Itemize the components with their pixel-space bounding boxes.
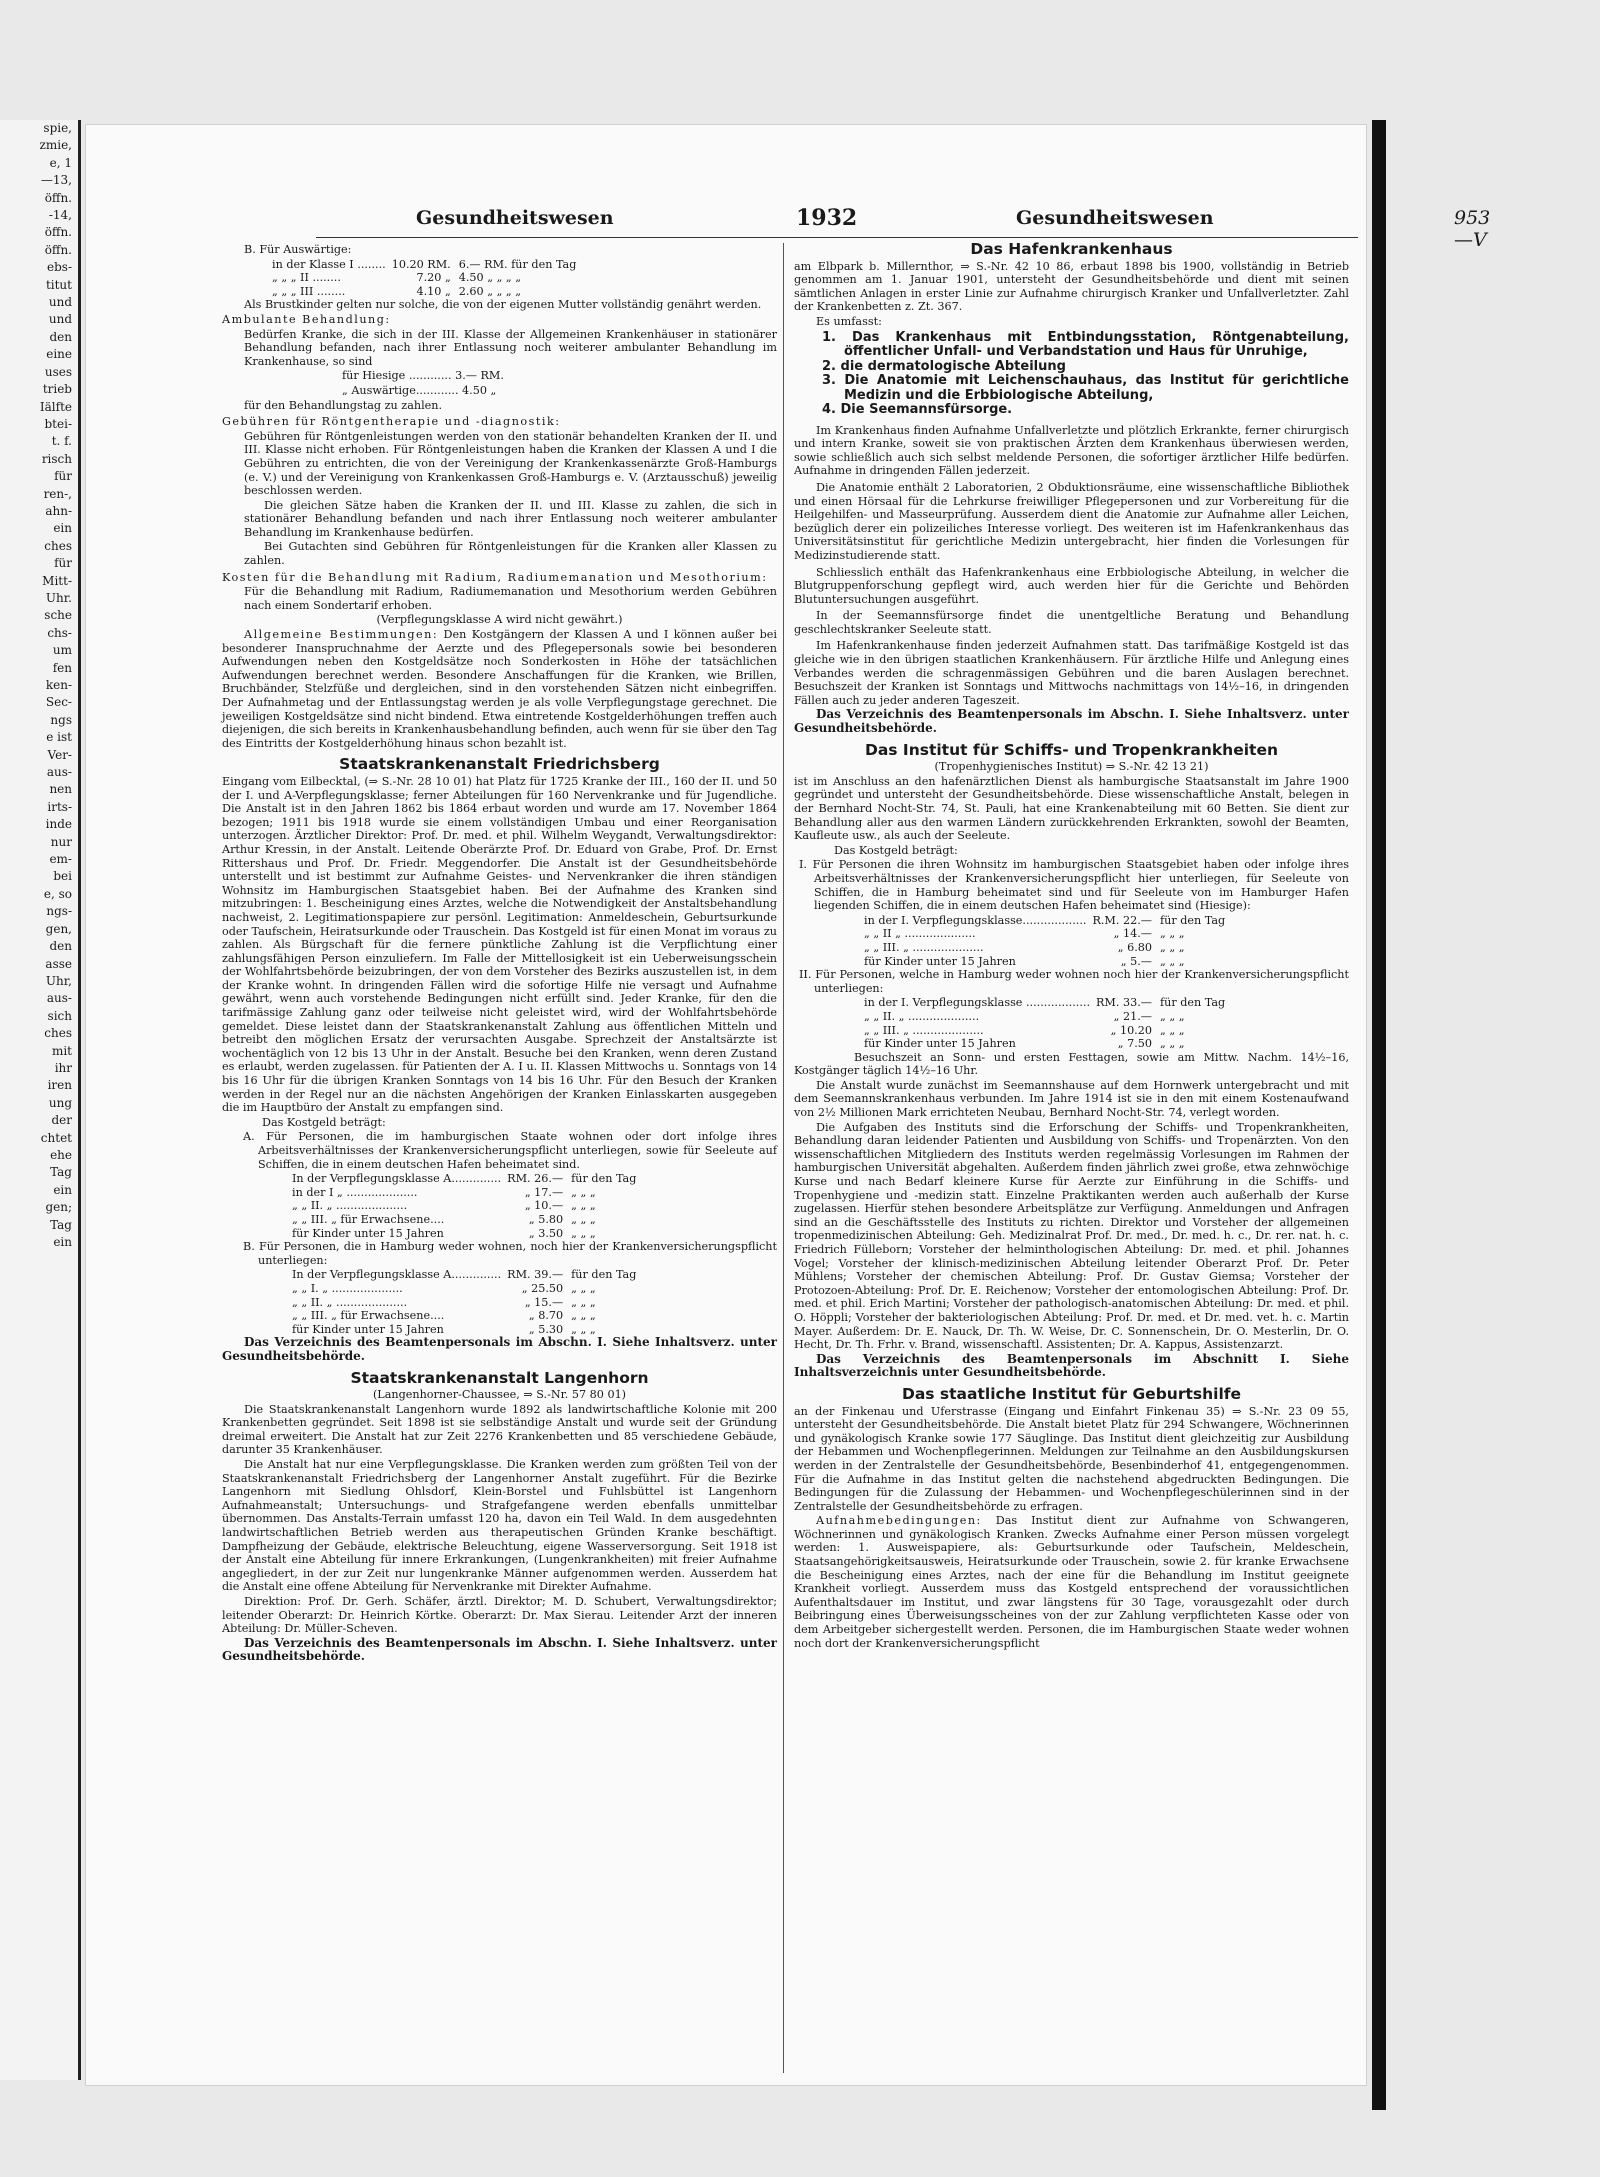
fee-row	[864, 996, 1231, 1010]
prev-page-fragment: e, so	[43, 886, 72, 901]
hafen-list-item: 3. Die Anatomie mit Leichenschauhaus, das Institut für gerichtliche Medizin und die Erbbiologische Abteilung,	[822, 373, 1349, 403]
fee-tail: „ „ „	[1159, 954, 1185, 968]
ambulant-hiesige: für Hiesige ............ 3.— RM.	[342, 369, 504, 383]
fee-tail: „ „ „	[571, 1199, 596, 1213]
left-column	[222, 243, 777, 1665]
prev-page-fragment: eine	[46, 347, 72, 362]
verpflegungsklasse-note: (Verpflegungsklasse A wird nicht gewährt.)	[376, 613, 623, 627]
fee-amount: „ 6.80	[1117, 940, 1152, 954]
friedrichsberg-a-table	[292, 1172, 642, 1240]
prev-page-fragment: ein	[53, 521, 72, 536]
fee-amount: „ 7.50	[1117, 1037, 1152, 1051]
prev-page-fragment: nur	[50, 834, 72, 849]
prev-page-fragment: iren	[47, 1078, 72, 1093]
fee-tail: für den Tag	[571, 1172, 637, 1186]
fee-tail: für den Tag	[571, 1268, 637, 1282]
fee-row	[292, 1213, 642, 1227]
roentgen-p3: Bei Gutachten sind Gebühren für Röntgenleistungen für die Kranken aller Klassen zu zahlen.	[244, 540, 777, 568]
fee-tail: „ „ „	[1159, 1037, 1185, 1051]
fee-label: in der I „ ....................	[292, 1185, 418, 1199]
fee-amount: 7.20 „	[416, 271, 451, 285]
fee-amount: 4.10 „	[416, 284, 451, 298]
fee-amount: „ 5.30	[528, 1322, 564, 1336]
prev-page-fragment: e ist	[46, 730, 72, 745]
fee-amount: RM. 39.—	[507, 1268, 564, 1282]
hafen-p5: In der Seemannsfürsorge findet die unentgeltliche Beratung und Behandlung geschlechtskranker Seeleute statt.	[794, 609, 1349, 636]
langenhorn-title: Staatskrankenanstalt Langenhorn	[350, 1368, 649, 1387]
fee-amount: „ 15.—	[524, 1295, 564, 1309]
fee-row	[272, 285, 582, 299]
fee-amount: „ 14.—	[1113, 927, 1152, 941]
fee-tail: „ „ „	[1159, 927, 1185, 941]
prev-page-fragment: und	[48, 312, 72, 327]
prev-page-fragment: ches	[44, 538, 72, 553]
prev-page-fragment: Sec-	[45, 695, 72, 710]
hafen-verzeichnis: Das Verzeichnis des Beamtenpersonals im Abschn. I. Siehe Inhaltsverz. unter Gesundheitsbehörde.	[794, 707, 1349, 736]
fee-tail: für den Tag	[1159, 996, 1226, 1010]
fee-row	[292, 1296, 642, 1310]
prev-page-fragment: ken-	[45, 678, 72, 692]
prev-page-fragment: e, 1	[49, 155, 72, 170]
fee-tail: „ „ „	[571, 1281, 596, 1295]
fee-row	[272, 258, 582, 272]
fee-amount: 10.20 RM.	[391, 257, 451, 271]
header-year: 1932	[796, 205, 858, 231]
prev-page-fragment: asse	[45, 956, 72, 971]
prev-page-fragment: Mitt-	[42, 573, 72, 588]
right-column	[794, 240, 1349, 1651]
hafen-p3: Die Anatomie enthält 2 Laboratorien, 2 Obduktionsräume, eine wissenschaftliche Bibliothek und einen Hörsaal für die Lehrkurse freiwilliger Pflegepersonen und zur Vorbereitung für die Heilgehilfen- und Masseurprüfung. Ausserdem dient die Anatomie zur Aufnahme aller Leichen, bezüglich derer ein polizeiliches Interesse vorliegt. Des weiteren ist im Hafenkrankenhaus das Universitätsinstitut für gerichtliche Medizin untergebracht, hier finden die Vorlesungen für Medizinstudierende statt.	[794, 480, 1349, 562]
fee-label: in der Klasse I ........	[272, 257, 386, 271]
geburtshilfe-aufnahme	[794, 1514, 1349, 1650]
tropen-ii-table	[864, 996, 1231, 1050]
prev-page-fragment: zmie,	[39, 138, 72, 153]
prev-page-fragment: für	[54, 556, 72, 571]
aufnahme-title: Aufnahmebedingungen:	[816, 1514, 982, 1528]
prev-page-fragment: btei-	[44, 416, 72, 431]
prev-page-fragment: uses	[44, 364, 72, 379]
ambulant-auswaertige: „ Auswärtige............ 4.50 „	[342, 383, 497, 397]
langenhorn-verzeichnis: Das Verzeichnis des Beamtenpersonals im Abschn. I. Siehe Inhaltsverz. unter Gesundheitsbehörde.	[222, 1635, 777, 1664]
friedrichsberg-text: Eingang vom Eilbecktal, (⇒ S.-Nr. 28 10 01) hat Platz für 1725 Kranke der III., 160 der II. und 50 der I. und A-Verpflegungsklasse; ferner Abteilungen für 160 Nervenkranke und für Jugendliche. Die Anstalt ist in den Jahren 1862 bis 1864 erbaut worden und wurde am 17. November 1864 bezogen; 1911 bis 1918 wurde sie einem vollständigen Umbau und einer Reorganisation unterzogen. Ärztlicher Direktor: Prof. Dr. med. et phil. Wilhelm Weygandt, Verwaltungsdirektor: Arthur Kressin, in der Anstalt. Leitende Oberärzte Prof. Dr. Eduard von Grabe, Prof. Dr. Ernst Rittershaus und Prof. Dr. Friedr. Meggendorfer. Die Anstalt ist der Gesundheitsbehörde unterstellt und ist bestimmt zur Aufnahme Geistes- und Nervenkranker die ihren ständigen Wohnsitz im Hamburgischen Staatsgebiet haben. Bei der Aufnahme des Kranken sind mitzubringen: 1. Bescheinigung eines Arztes, welche die Notwendigkeit der Anstaltsbehandlung nachweist, 2. Legitimationspapiere zur persönl. Legitimation: Anmeldeschein, Geburtsurkunde oder Taufschein, Heiratsurkunde oder Trauschein. Das Kostgeld ist für einen Monat im voraus zu zahlen. Als Bürgschaft für die fernere pünktliche Zahlung ist die Verpflichtung einer zahlungsfähigen Person einzuliefern. Im Falle der Mittellosigkeit ist ein Ueberweisungsschein der Wohlfahrtsbehörde beizubringen, der von dem Vorsteher des Bezirks auszustellen ist, in dem der Kranke wohnt. In dringenden Fällen wird die sofortige Hilfe nie versagt und Aufnahme gewährt, wenn auch vorstehende Bedingungen nicht erfüllt sind. Jeder Kranke, für den die tarifmässige Zahlung ganz oder teilweise nicht geleistet wird, wird der Wohlfahrtsbehörde gemeldet. Diese leistet dann der Staatskrankenanstalt Zahlung aus öffentlichen Mitteln und betreibt den möglichen Ersatz der verursachten Ausgabe. Sprechzeit der Anstaltsärzte ist wochentäglich von 12 bis 13 Uhr in der Anstalt. Besuche bei den Kranken, wenn deren Zustand es erlaubt, werden zugelassen. für Patienten der A. I u. II. Klassen Mittwochs u. Sonntags von 14 bis 16 Uhr für die übrigen Kranken Sonntags von 14 bis 16 Uhr. Für den Besuch der Kranken werden in der Regel nur an die nächsten Angehörigen der Kranken Einlasskarten ausgegeben die im Hauptbüro der Anstalt zu empfangen sind.	[222, 774, 777, 1115]
column-divider	[783, 243, 784, 2073]
friedrichsberg-b-table	[292, 1268, 642, 1336]
langenhorn-p3: Direktion: Prof. Dr. Gerh. Schäfer, ärztl. Direktor; M. D. Schubert, Verwaltungsdirektor; leitender Oberarzt: Dr. Heinrich Körtke. Oberarzt: Dr. Max Sierau. Leitender Arzt der inneren Abteilung: Dr. Müller-Scheven.	[222, 1595, 777, 1636]
prev-page-fragment: sche	[44, 608, 72, 623]
fee-row	[864, 914, 1231, 928]
fee-extra: 2.60 „ „ „ „	[458, 284, 522, 298]
fee-tail: „ „ „	[1159, 1009, 1185, 1023]
roentgen-p2: Die gleichen Sätze haben die Kranken der II. und III. Klasse zu zahlen, die sich in stationärer Behandlung befanden und nach ihrer Entlassung noch weiterer ambulanter Behandlung im Krankenhause bedürfen.	[244, 498, 777, 539]
fee-label: „ „ I. „ ....................	[292, 1281, 403, 1295]
fee-row	[292, 1172, 642, 1186]
prev-page-fragment: fen	[52, 660, 72, 675]
fee-row	[864, 927, 1231, 941]
prev-page-fragment: und	[48, 295, 72, 310]
fee-tail: „ „ „	[571, 1212, 596, 1226]
fee-amount: R.M. 22.—	[1092, 913, 1152, 927]
prev-page-fragment: Tag	[50, 1165, 72, 1180]
header-right-title: Gesundheitswesen	[1016, 207, 1214, 229]
fee-label: für Kinder unter 15 Jahren	[864, 954, 1016, 968]
prev-page-fragment: chtet	[40, 1130, 72, 1145]
roentgen-p1: Gebühren für Röntgenleistungen werden von den stationär behandelten Kranken der II. und III. Klasse nicht erhoben. Für Röntgenleistungen haben die Kranken der Klassen A und I die Gebühren zu entrichten, die von der Vereinigung der Krankenkassenärzte Groß-Hamburgs (e. V.) und der Vereinigung von Krankenkassen Groß-Hamburgs e. V. (Arztausschuß) jeweilig beschlossen werden.	[244, 429, 777, 498]
geburtshilfe-p1: an der Finkenau und Uferstrasse (Eingang und Einfahrt Finkenau 35) ⇒ S.-Nr. 23 09 55, untersteht der Gesundheitsbehörde. Die Anstalt bietet Platz für 294 Schwangere, Wöchnerinnen und gynäkologisch Kranke sowie 177 Säuglinge. Das Institut dient gleichzeitig zur Ausbildung der Hebammen und Wochenpflegerinnen. Meldungen zur Teilnahme an den Ausbildungskursen werden in der Zentralstelle der Gesundheitsbehörde, Besenbinderhof 41, entgegengenommen. Für die Aufnahme in das Institut gelten die nachstehend abgedruckten Bedingungen. Die Bedingungen für die Zulassung der Hebammen- und Wochenpflegeschülerinnen sind in der Zentralstelle der Gesundheitsbehörde zu erfragen.	[794, 1404, 1349, 1513]
prev-page-fragment: mit	[51, 1043, 72, 1058]
prev-page-fragment: für	[54, 469, 72, 484]
tropen-i-table	[864, 914, 1231, 968]
prev-page-fragment: Uhr,	[45, 973, 72, 988]
hafen-list-item: 4. Die Seemannsfürsorge.	[822, 402, 1013, 418]
aufnahme-text: Das Institut dient zur Aufnahme von Schwangeren, Wöchnerinnen und gynäkologisch Kranken. Zwecks Aufnahme einer Person müssen vorgelegt werden: 1. Ausweispapiere, als: Geburtsurkunde oder Taufschein, Meldeschein, Staatsangehörigkeitsausweis, Heiratsurkunde oder Trauschein, sowie 2. für kranke Erwachsene die Bescheinigung eines Arztes, nach der eine für die Behandlung im Institut geeignete Krankheit vorliegt. Ausserdem muss das Kostgeld entsprechend der voraussichtlichen Aufenthaltsdauer im Institut, und zwar längstens für 30 Tage, vorausgezahlt oder durch Beibringung eines Überweisungsscheines von der zur Zahlung verpflichteten Kasse oder von dem Arbeitgeber sichergestellt werden. Personen, die im Hamburgischen Staate weder wohnen noch dort der Krankenversicherungspflicht	[794, 1514, 1349, 1650]
fee-label: „ „ II. „ ....................	[864, 1009, 980, 1023]
hafen-p4: Schliesslich enthält das Hafenkrankenhaus eine Erbbiologische Abteilung, in welcher die Blutgruppenforschung gepflegt wird, auch werden hier für die Gerichte und Behörden Blutuntersuchungen ausgeführt.	[794, 565, 1349, 606]
fee-row	[292, 1268, 642, 1282]
prev-page-fragment: öffn.	[44, 225, 72, 240]
fee-amount: „ 10.—	[524, 1199, 564, 1213]
prev-page-fragment: bei	[53, 869, 72, 884]
fee-label: „ „ II. „ ....................	[292, 1199, 408, 1213]
hafen-p6: Im Hafenkrankenhause finden jederzeit Aufnahmen statt. Das tarifmäßige Kostgeld ist das gleiche wie in den übrigen staatlichen Krankenhäusern. Für ärztliche Hilfe und Anlegung eines Verbandes werden die schragenmässigen Gebühren und die baren Auslagen berechnet. Besuchszeit der Kranken ist Sonntags und Mittwochs nachmittags von 14½–16, in dringenden Fällen auch zu jeder anderen Tageszeit.	[794, 639, 1349, 707]
friedrichsberg-a-text: A. Für Personen, die im hamburgischen Staate wohnen oder dort infolge ihres Arbeitsverhältnisses der Krankenversicherungspflicht unterliegen, sowie für Seeleute auf Schiffen, die in einem deutschen Hafen beheimatet sind.	[243, 1130, 777, 1171]
fees-auswaertige-title: B. Für Auswärtige:	[244, 243, 352, 256]
prev-page-fragment: ein	[53, 1235, 72, 1249]
fee-label: „ „ „ II ........	[272, 271, 341, 285]
prev-page-fragment: em-	[49, 852, 72, 867]
hafen-list-item: 1. Das Krankenhaus mit Entbindungsstation, Röntgenabteilung, öffentlicher Unfall- und Verbandstation und Haus für Unruhige,	[822, 329, 1349, 360]
prev-page-fragment: Iälfte	[39, 399, 72, 414]
fee-row	[292, 1186, 642, 1200]
fee-tail: „ „ „	[571, 1226, 596, 1240]
fee-row	[864, 1010, 1231, 1024]
prev-page-fragment: t. f.	[51, 434, 72, 449]
fee-label: in der I. Verpflegungsklasse ..................	[864, 996, 1090, 1010]
prev-page-fragment: um	[52, 643, 72, 658]
roentgen-title: Gebühren für Röntgentherapie und -diagnostik:	[222, 415, 561, 429]
prev-page-fragment: ebs-	[47, 260, 72, 275]
fee-amount: „ 17.—	[524, 1185, 564, 1199]
fee-row	[292, 1227, 642, 1241]
radium-text: Für die Behandlung mit Radium, Radiumemanation und Mesothorium werden Gebühren nach einem Sondertarif erhoben.	[244, 585, 777, 612]
fee-amount: „ 5.—	[1120, 954, 1152, 968]
prev-page-fragment: titut	[45, 277, 72, 292]
ambulant-tag: für den Behandlungstag zu zahlen.	[244, 398, 443, 412]
prev-page-fragment: ein	[53, 1182, 72, 1197]
fee-label: „ „ III. „ ....................	[864, 940, 984, 954]
fee-label: für Kinder unter 15 Jahren	[292, 1322, 444, 1336]
fee-label: für Kinder unter 15 Jahren	[864, 1037, 1016, 1051]
fee-label: In der Verpflegungsklasse A..............	[292, 1268, 502, 1282]
prev-page-fragment: aus-	[46, 991, 72, 1006]
fee-label: für Kinder unter 15 Jahren	[292, 1226, 444, 1240]
geburtshilfe-title: Das staatliche Institut für Geburtshilfe	[901, 1384, 1242, 1403]
fee-amount: RM. 26.—	[507, 1172, 564, 1186]
radium-title: Kosten für die Behandlung mit Radium, Radiumemanation und Mesothorium:	[222, 570, 768, 584]
hafen-list-item: 2. die dermatologische Abteilung	[822, 358, 1066, 374]
fee-row	[272, 271, 582, 285]
tropen-ii-text: II. Für Personen, welche in Hamburg weder wohnen noch hier der Krankenversicherungspflicht unterliegen:	[799, 968, 1349, 995]
tropen-title: Das Institut für Schiffs- und Tropenkrankheiten	[864, 740, 1278, 759]
fee-label: „ „ III. „ für Erwachsene....	[292, 1309, 445, 1323]
tropen-verzeichnis: Das Verzeichnis des Beamtenpersonals im Abschnitt I. Siehe Inhaltsverzeichnis unter Gesundheitsbehörde.	[794, 1351, 1349, 1380]
fee-row	[292, 1309, 642, 1323]
prev-page-fragment: chs-	[47, 625, 72, 640]
tropen-p1: ist im Anschluss an den hafenärztlichen Dienst als hamburgische Staatsanstalt im Jahre 1900 gegründet und untersteht der Gesundheitsbehörde. Diese wissenschaftliche Anstalt, belegen in der Bernhard Nocht-Str. 74, St. Pauli, hat eine Krankenabteilung mit 60 Betten. Sie dient zur Behandlung aller aus den warmen Ländern zurückkehrenden Erkrankten, sowohl der Beamten, Kaufleute usw., als auch der Seeleute.	[794, 774, 1349, 843]
prev-page-fragment: den	[49, 939, 72, 954]
tropen-subtitle: (Tropenhygienisches Institut) ⇒ S.-Nr. 42 13 21)	[934, 760, 1209, 774]
hafen-umfasst: Es umfasst:	[816, 314, 882, 328]
fee-row	[864, 955, 1231, 969]
fee-amount: „ 21.—	[1113, 1009, 1152, 1023]
friedrichsberg-verzeichnis: Das Verzeichnis des Beamtenpersonals im Abschn. I. Siehe Inhaltsverz. unter Gesundheitsbehörde.	[222, 1335, 777, 1363]
fee-label: In der Verpflegungsklasse A..............	[292, 1172, 502, 1186]
prev-page-fragment: ches	[44, 1026, 72, 1041]
scan-border	[1372, 120, 1386, 2110]
previous-page-edge	[0, 120, 81, 2080]
fee-tail: „ „ „	[571, 1295, 596, 1309]
fee-label: „ „ III. „ für Erwachsene....	[292, 1212, 445, 1226]
prev-page-fragment: ihr	[54, 1060, 72, 1075]
two-column-body	[222, 240, 1362, 2075]
prev-page-fragment: ngs	[50, 712, 72, 727]
langenhorn-subtitle: (Langenhorner-Chaussee, ⇒ S.-Nr. 57 80 01)	[372, 1388, 627, 1402]
prev-page-fragment: der	[51, 1113, 72, 1128]
ambulant-title: Ambulante Behandlung:	[222, 312, 391, 326]
prev-page-fragment: aus-	[46, 765, 72, 780]
brustkinder-note: Als Brustkinder gelten nur solche, die von der eigenen Mutter vollständig genährt werden.	[244, 298, 762, 312]
fee-tail: „ „ „	[1159, 940, 1185, 954]
prev-page-fragment: den	[49, 329, 72, 344]
prev-page-fragment: ahn-	[45, 503, 72, 518]
friedrichsberg-b-text: B. Für Personen, die in Hamburg weder wohnen, noch hier der Krankenversicherungspflicht unterliegen:	[243, 1240, 777, 1267]
fee-tail: für den Tag	[1159, 913, 1226, 927]
prev-page-fragment: Tag	[50, 1217, 72, 1232]
prev-page-fragment: gen;	[45, 1200, 72, 1215]
prev-page-fragment: ngs-	[46, 904, 72, 919]
fee-row	[864, 1024, 1231, 1038]
fee-row	[292, 1323, 642, 1337]
fee-row	[864, 1037, 1231, 1051]
prev-page-fragment: spie,	[43, 121, 72, 135]
prev-page-fragment: nen	[49, 782, 72, 797]
tropen-p2: Die Anstalt wurde zunächst im Seemannshause auf dem Hornwerk untergebracht und mit dem Seemannskrankenhaus verbunden. Im Jahre 1914 ist sie in den mit einem Kostenaufwand von 2½ Millionen Mark errichteten Neubau, Bernhard Nocht-Str. 74, verlegt worden.	[794, 1078, 1349, 1120]
prev-page-fragment: sich	[47, 1008, 72, 1023]
allgemeine-bestimmungen	[222, 628, 777, 750]
allgemeine-text: Den Kostgängern der Klassen A und I können außer bei besonderer Inanspruchnahme der Aerzte und des Pflegepersonals sowie bei besonderen Aufwendungen neben den Kostgeldsätze noch Sonderkosten in Höhe der tatsächlichen Aufwendungen berechnet werden. Besondere Anschaffungen für die Kranken, wie Brillen, Bruchbänder, Stelzfüße und dergleichen, sind in den vorstehenden Sätzen nicht einbegriffen. Der Aufnahmetag und der Entlassungstag werden je als volle Verpflegungstage gerechnet. Die jeweiligen Kostgeldsätze sind nicht bindend. Etwa eintretende Kostgelderhöhungen treffen auch diejenigen, die sich bereits in Krankenhausbehandlung befinden, auch wenn für sie über den Tag des Eintritts der Kostgelderhöhung hinaus schon bezahlt ist.	[222, 628, 777, 750]
fee-tail: „ „ „	[571, 1322, 596, 1336]
document-page	[86, 125, 1491, 2085]
prev-page-fragment: öffn.	[44, 242, 72, 257]
langenhorn-p1: Die Staatskrankenanstalt Langenhorn wurde 1892 als landwirtschaftliche Kolonie mit 200 Krankenbetten gegründet. Seit 1898 ist sie selbständige Anstalt und wurde seit der Gründung dreimal erweitert. Die Anstalt hat zur Zeit 2276 Krankenbetten und 85 verschiedene Gebäude, darunter 35 Krankenhäuser.	[222, 1402, 777, 1457]
hafen-p1: am Elbpark b. Millernthor, ⇒ S.-Nr. 42 10 86, erbaut 1898 bis 1900, vollständig in Betrieb genommen am 1. Januar 1901, untersteht der Gesundheitsbehörde und dient mit seinen sämtlichen Anlagen in erster Linie zur Aufnahme chirurgisch Kranker und Unfallverletzter. Zahl der Krankenbetten z. Zt. 367.	[794, 259, 1349, 314]
hafen-list	[822, 331, 1349, 418]
tropen-kostgeld-label: Das Kostgeld beträgt:	[834, 843, 958, 857]
prev-page-fragment: inde	[45, 817, 72, 832]
fee-label: in der I. Verpflegungsklasse..................	[864, 913, 1087, 927]
fee-amount: „ 8.70	[528, 1309, 564, 1323]
fee-label: „ „ II „ ....................	[864, 927, 976, 941]
fee-amount: „ 10.20	[1110, 1023, 1152, 1037]
fee-amount: „ 3.50	[528, 1226, 564, 1240]
prev-page-fragment: risch	[41, 451, 72, 466]
tropen-p3: Die Aufgaben des Instituts sind die Erforschung der Schiffs- und Tropenkrankheiten, Behandlung daran leidender Patienten und Ausbildung von Schiffs- und Tropenärzten. Von den wissenschaftlichen Mitgliedern des Instituts werden regelmässig Vorlesungen im Rahmen der hamburgischen Universität abgehalten. Außerdem finden jährlich zwei große, etwa zehnwöchige Kurse und nach Bedarf kleinere Kurse für Aerzte zur Einführung in die Schiffs- und Tropenhygiene und -medizin statt. Einzelne Praktikanten werden auch außerhalb der Kurse zugelassen. Hierfür stehen besondere Arbeitsplätze zur Verfügung. Anmeldungen und Anfragen sind an die Geschäftsstelle des Instituts zu richten. Direktor und Vorsteher der allgemeinen tropenmedizinischen Abteilung: Geh. Medizinalrat Prof. Dr. med., Dr. med. h. c., Dr. rer. nat. h. c. Friedrich Fülleborn; Vorsteher der helminthologischen Abteilung: Dr. med. et phil. Johannes Vogel; Vorsteher der klinisch-medizinischen Abteilung leitender Oberarzt Prof. Dr. Peter Mühlens; Vorsteher der chemischen Abteilung: Prof. Dr. Gustav Giemsa; Vorsteher der Protozoen-Abteilung: Prof. Dr. E. Reichenow; Vorsteher der entomologischen Abteilung: Prof. Dr. med. et phil. Erich Martini; Vorsteher der pathologisch-anatomischen Abteilung: Dr. med. et phil. O. Höppli; Vorsteher der bakteriologischen Abteilung: Prof. Dr. med. et Dr. med. vet. h. c. Martin Mayer. Außerdem: Dr. E. Nauck, Dr. Th. W. Weise, Dr. C. Sonnenschein, Dr. O. Mesterlin, Dr. O. Hecht, Dr. Th. Frhr. v. Brand, wissenschaftl. Assistenten; Dr. A. Kappus, Assistenzarzt.	[794, 1120, 1349, 1352]
fee-amount: RM. 33.—	[1096, 996, 1152, 1010]
fee-row	[292, 1282, 642, 1296]
prev-page-fragment: irts-	[47, 799, 72, 814]
prev-page-fragment: trieb	[42, 382, 72, 397]
prev-page-fragment: -14,	[48, 208, 72, 223]
langenhorn-p2: Die Anstalt hat nur eine Verpflegungsklasse. Die Kranken werden zum größten Teil von der Staatskrankenanstalt Friedrichsberg der Langenhorner Anstalt zugeführt. Für die Bezirke Langenhorn mit Siedlung Ohlsdorf, Klein-Borstel und Fuhlsbüttel ist Langenhorn Aufnahmeanstalt; Untersuchungs- und Strafgefangene werden ebenfalls unmittelbar übernommen. Das Anstalts-Terrain umfasst 120 ha, davon ein Teil Wald. In dem ausgedehnten landwirtschaftlichen Betrieb werden aus therapeutischen Gründen Kranke beschäftigt. Dampfheizung der Gebäude, elektrische Beleuchtung, eigene Wasserversorgung. Seit 1918 ist der Anstalt eine Abteilung für innere Erkrankungen, (Lungenkrankheiten) mit freier Aufnahme angegliedert, in der zur Zeit nur lungenkranke Männer aufgenommen werden. Ausserdem hat die Anstalt eine offene Abteilung für Nervenkranke mit Direkter Aufnahme.	[222, 1458, 777, 1594]
prev-page-fragment: —13,	[40, 173, 72, 188]
prev-page-fragment: Uhr.	[45, 590, 72, 605]
prev-page-fragment: gen,	[45, 921, 72, 936]
fee-tail: „ „ „	[571, 1185, 596, 1199]
friedrichsberg-title: Staatskrankenanstalt Friedrichsberg	[339, 755, 660, 774]
tropen-i-text: I. Für Personen die ihren Wohnsitz im hamburgischen Staatsgebiet haben oder infolge ihres Arbeitsverhältnisses der Krankenversicherungspflicht hier unterliegen, für Seeleute von Schiffen, die in Hamburg beheimatet sind und für Seeleute von im Hamburger Hafen liegenden Schiffen, die in einem deutschen Hafen beheimatet sind (Hiesige):	[799, 858, 1349, 913]
prev-page-fragment: Ver-	[47, 747, 72, 762]
ambulant-text: Bedürfen Kranke, die sich in der III. Klasse der Allgemeinen Krankenhäuser in stationärer Behandlung befanden, nach ihrer Entlassung noch weiterer ambulanter Behandlung im Krankenhause, so sind	[244, 327, 777, 368]
fee-amount: „ 25.50	[521, 1281, 564, 1295]
allgemeine-title: Allgemeine Bestimmungen:	[244, 628, 439, 642]
fee-tail: „ „ „	[571, 1309, 596, 1323]
tropen-besuchszeit: Besuchszeit an Sonn- und ersten Festtagen, sowie am Mittw. Nachm. 14½–16, Kostgänger täglich 14½–16 Uhr.	[794, 1050, 1349, 1078]
prev-page-fragment: ren-,	[43, 486, 72, 501]
header-left-title: Gesundheitswesen	[416, 207, 614, 229]
fee-extra: 6.— RM. für den Tag	[458, 257, 577, 271]
fee-label: „ „ „ III ........	[272, 284, 346, 298]
fees-auswaertige-table	[272, 258, 582, 299]
prev-page-fragment: ehe	[50, 1147, 72, 1162]
fee-label: „ „ III. „ ....................	[864, 1023, 984, 1037]
page-number: 953—V	[1454, 207, 1491, 251]
fee-extra: 4.50 „ „ „ „	[458, 271, 522, 285]
prev-page-fragment: öffn.	[44, 190, 72, 205]
friedrichsberg-kostgeld-label: Das Kostgeld beträgt:	[262, 1115, 386, 1129]
prev-page-fragment: ung	[48, 1095, 72, 1110]
fee-tail: „ „ „	[1159, 1023, 1185, 1037]
fee-row	[292, 1199, 642, 1213]
fee-row	[864, 941, 1231, 955]
fee-amount: „ 5.80	[528, 1212, 564, 1226]
hafen-title: Das Hafenkrankenhaus	[970, 240, 1173, 258]
fee-label: „ „ II. „ ....................	[292, 1295, 408, 1309]
hafen-p2: Im Krankenhaus finden Aufnahme Unfallverletzte und plötzlich Erkrankte, ferner chirurgisch und intern Kranke, soweit sie von praktischen Ärzten dem Krankenhaus überwiesen werden, sowie schließlich auch sich selbst meldende Personen, die sofortiger ärztlicher Hilfe bedürfen. Aufnahme in dringenden Fällen jederzeit.	[794, 423, 1349, 478]
